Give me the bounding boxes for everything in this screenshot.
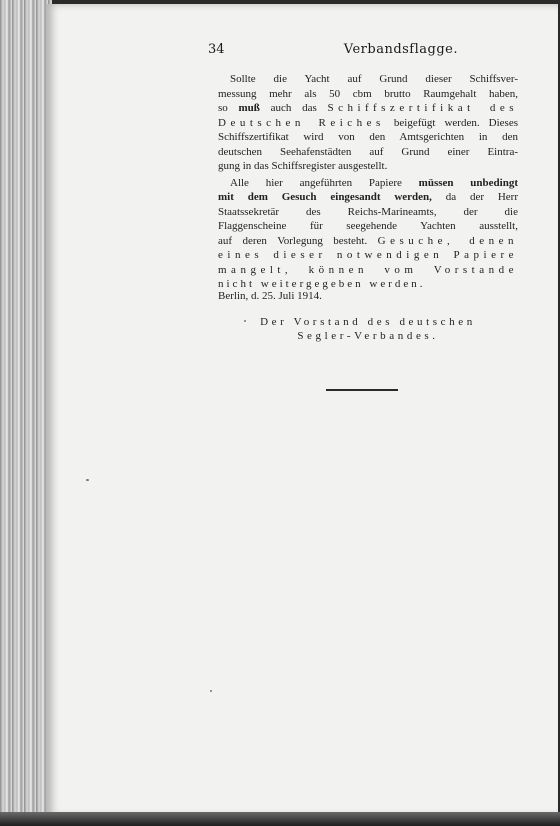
body-text: [218, 72, 518, 292]
signature-line-2: Segler-Verbandes.: [297, 330, 439, 342]
text-line: messung mehr als 50 cbm brutto Raumgehalt haben,: [218, 87, 518, 100]
date-line: Berlin, d. 25. Juli 1914.: [218, 290, 322, 302]
text-line: nicht weitergegeben werden.: [218, 278, 426, 290]
text-line: auf deren Vorlegung besteht. Gesuche, denen: [218, 234, 519, 247]
text-line: Flaggenscheine für seegehende Yachten ausstellt,: [218, 220, 518, 232]
text-line: so muß auch das Schiffszertifikat des: [218, 102, 519, 114]
paragraph-2: [218, 176, 518, 292]
running-title: Verbandsflagge.: [343, 42, 458, 57]
emphasis-text: mit dem Gesuch eingesandt werden,: [218, 191, 432, 203]
text-line: Staatssekretär des Reichs-Marineamts, der die: [218, 205, 518, 218]
text-line: mangelt, können vom Vorstande: [218, 263, 518, 276]
signature-block: [218, 315, 518, 343]
paper-speck: [244, 320, 246, 322]
emphasis-must: muß: [238, 102, 260, 114]
text-line: Schiffszertifikat wird von den Amtsgerichten in den: [218, 131, 518, 143]
signature-line-1: Der Vorstand des deutschen: [260, 316, 476, 328]
spaced-text: Gesuche, denen: [377, 234, 519, 247]
text-line: Alle hier angeführten Papiere müssen unbedingt: [230, 176, 518, 189]
text-line: eines dieser notwendigen Papiere: [218, 249, 518, 261]
spaced-text: Schiffszertifikat des: [327, 102, 519, 114]
page-number: 34: [208, 42, 225, 57]
spaced-text: Deutschen Reiches: [218, 116, 385, 129]
page-header: [208, 42, 458, 62]
page-edges: [0, 0, 52, 826]
text-line: Deutschen Reiches beigefügt werden. Dieses: [218, 116, 518, 129]
emphasis-text: müssen unbedingt: [418, 176, 518, 189]
paper-speck: [86, 479, 89, 481]
text-line: Sollte die Yacht auf Grund dieser Schiffsver-: [230, 73, 518, 85]
paragraph-1: [218, 72, 518, 174]
horizontal-rule: [326, 389, 398, 391]
paper-speck: [210, 690, 212, 692]
text-line: mit dem Gesuch eingesandt werden, da der Herr: [218, 191, 518, 203]
text-line: deutschen Seehafenstädten auf Grund einer Eintra-: [218, 145, 518, 158]
bottom-shadow: [0, 812, 560, 826]
text-line: gung in das Schiffsregister ausgestellt.: [218, 160, 388, 172]
